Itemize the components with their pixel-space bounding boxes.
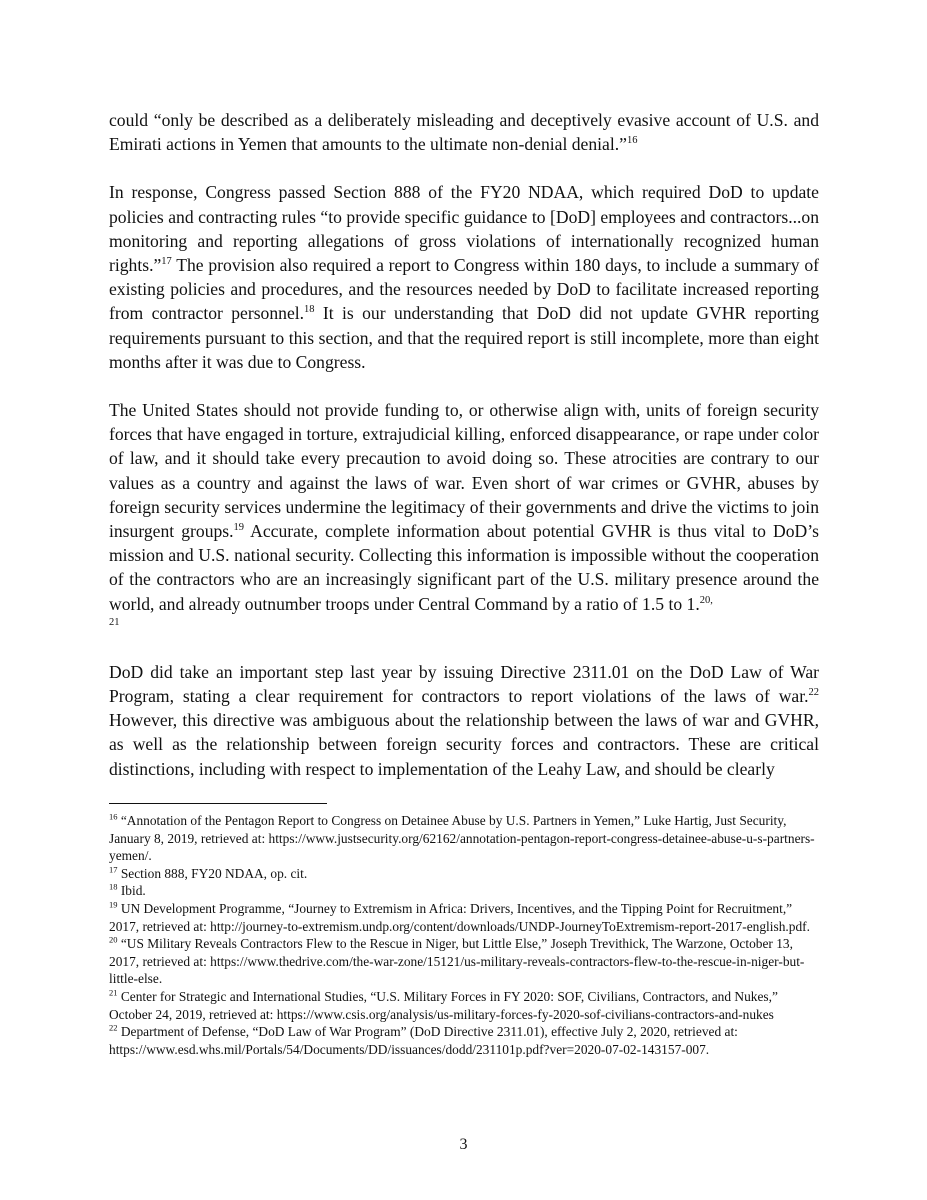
paragraph-directive-2311 — [109, 660, 819, 781]
footnote-text: “US Military Reveals Contractors Flew to the Rescue in Niger, but Little Else,” Joseph Trevithick, The Warzone, October 13, 2017, retrieved at: https://www.thedrive.com/the-war-zone/15121/us-military-reveals-contractors-flew-to-the-rescue-in-niger-but-little-else. — [109, 936, 805, 987]
footnote-separator — [109, 803, 327, 804]
footnote-22 — [109, 1023, 821, 1058]
paragraph-text: DoD did take an important step last year by issuing Directive 2311.01 on the DoD Law of War Program, stating a clear requirement for contractors to report violations of the laws of war. — [109, 661, 819, 707]
footnote-ref-19[interactable]: 19 — [233, 522, 245, 534]
footnote-number: 19 — [109, 899, 118, 910]
footnote-text: Section 888, FY20 NDAA, op. cit. — [117, 865, 308, 881]
footnote-text: Center for Strategic and International Studies, “U.S. Military Forces in FY 2020: SOF, Civilians, Contractors, and Nukes,” October 24, 2019, retrieved at: https://www.csis.org/analysis/us-military-forces-fy-2020-sof-civilians-contractors-and-nukes — [109, 988, 778, 1022]
footnote-18 — [109, 882, 821, 900]
footnote-ref-17[interactable]: 17 — [161, 256, 172, 268]
paragraph-text: It is our understanding that DoD did not update GVHR reporting requirements pursuant to this section, and that the required report is still incomplete, more than eight months after it was due to Congress. — [109, 303, 819, 372]
footnote-number: 18 — [109, 881, 118, 892]
paragraph-text: However, this directive was ambiguous about the relationship between the laws of war and GVHR, as well as the relationship between foreign security forces and contractors. These are critical distinctions, including with respect to implementation of the Leahy Law, and should be clearly — [109, 710, 819, 779]
footnote-ref-22[interactable]: 22 — [808, 687, 819, 699]
paragraph-text: The provision also required a report to Congress within 180 days, to include a summary of existing policies and procedures, and the resources needed by DoD to facilitate increased reporting from contractor personnel. — [109, 255, 819, 324]
paragraph-text: The United States should not provide funding to, or otherwise align with, units of foreign security forces that have engaged in torture, extrajudicial killing, enforced disappearance, or rape under color of law, and it should take every precaution to avoid doing so. These atrocities are contrary to our values as a country and against the laws of war. Even short of war crimes or GVHR, abuses by foreign security services undermine the legitimacy of their governments and drive the victims to join insurgent groups. — [109, 400, 819, 542]
footnote-ref-21[interactable]: 21 — [109, 616, 120, 628]
footnote-ref-20[interactable]: 20, — [699, 594, 713, 606]
paragraph-continuation — [109, 108, 819, 156]
footnote-16 — [109, 812, 821, 865]
footnote-text: Ibid. — [117, 883, 146, 899]
footnote-number: 17 — [109, 864, 118, 875]
footnote-number: 16 — [109, 811, 118, 822]
body-text — [109, 108, 819, 805]
footnote-text: Department of Defense, “DoD Law of War Program” (DoD Directive 2311.01), effective July 2, 2020, retrieved at: https://www.esd.whs.mil/Portals/54/Documents/DD/issuances/dodd/231101p.pdf?ver=2020-07-02-143157-007. — [109, 1024, 738, 1057]
footnote-text: UN Development Programme, “Journey to Extremism in Africa: Drivers, Incentives, and the Tipping Point for Recruitment,” 2017, retrieved at: http://journey-to-extremism.undp.org/content/downloads/UNDP-JourneyToExtremism-report-2017-english.pdf. — [109, 900, 810, 934]
footnote-17 — [109, 865, 821, 883]
paragraph-text: Accurate, complete information about potential GVHR is thus vital to DoD’s mission and U.S. national security. Collecting this information is impossible without the cooperation of the contractors who are an increasingly significant part of the U.S. military presence around the world, and already outnumber troops under Central Command by a ratio of 1.5 to 1. — [109, 521, 819, 614]
footnote-ref-16[interactable]: 16 — [626, 135, 638, 147]
footnote-21 — [109, 988, 821, 1023]
footnote-20 — [109, 935, 821, 988]
paragraph-section-888 — [109, 180, 819, 374]
page-number: 3 — [459, 1136, 468, 1153]
footnote-number: 22 — [109, 1022, 118, 1033]
footnote-number: 21 — [109, 987, 118, 998]
footnote-number: 20 — [109, 934, 118, 945]
footnote-19 — [109, 900, 821, 935]
paragraph-foreign-security-forces — [109, 398, 819, 616]
footnote-text: “Annotation of the Pentagon Report to Congress on Detainee Abuse by U.S. Partners in Yemen,” Luke Hartig, Just Security, January 8, 2019, retrieved at: https://www.justsecurity.org/62162/annotation-pentagon-report-congress-detainee-abuse-u-s-partners-yemen/. — [109, 813, 815, 864]
footnote-ref-18[interactable]: 18 — [304, 304, 315, 316]
footnotes — [109, 812, 821, 1058]
paragraph-text: could “only be described as a deliberately misleading and deceptively evasive account of U.S. and Emirati actions in Yemen that amounts to the ultimate non-denial denial.” — [109, 110, 819, 155]
paragraph-text: In response, Congress passed Section 888 of the FY20 NDAA, which required DoD to update policies and contracting rules “to provide specific guidance to [DoD] employees and contractors...on monitoring and reporting allegations of gross violations of internationally recognized human rights.” — [109, 182, 819, 276]
